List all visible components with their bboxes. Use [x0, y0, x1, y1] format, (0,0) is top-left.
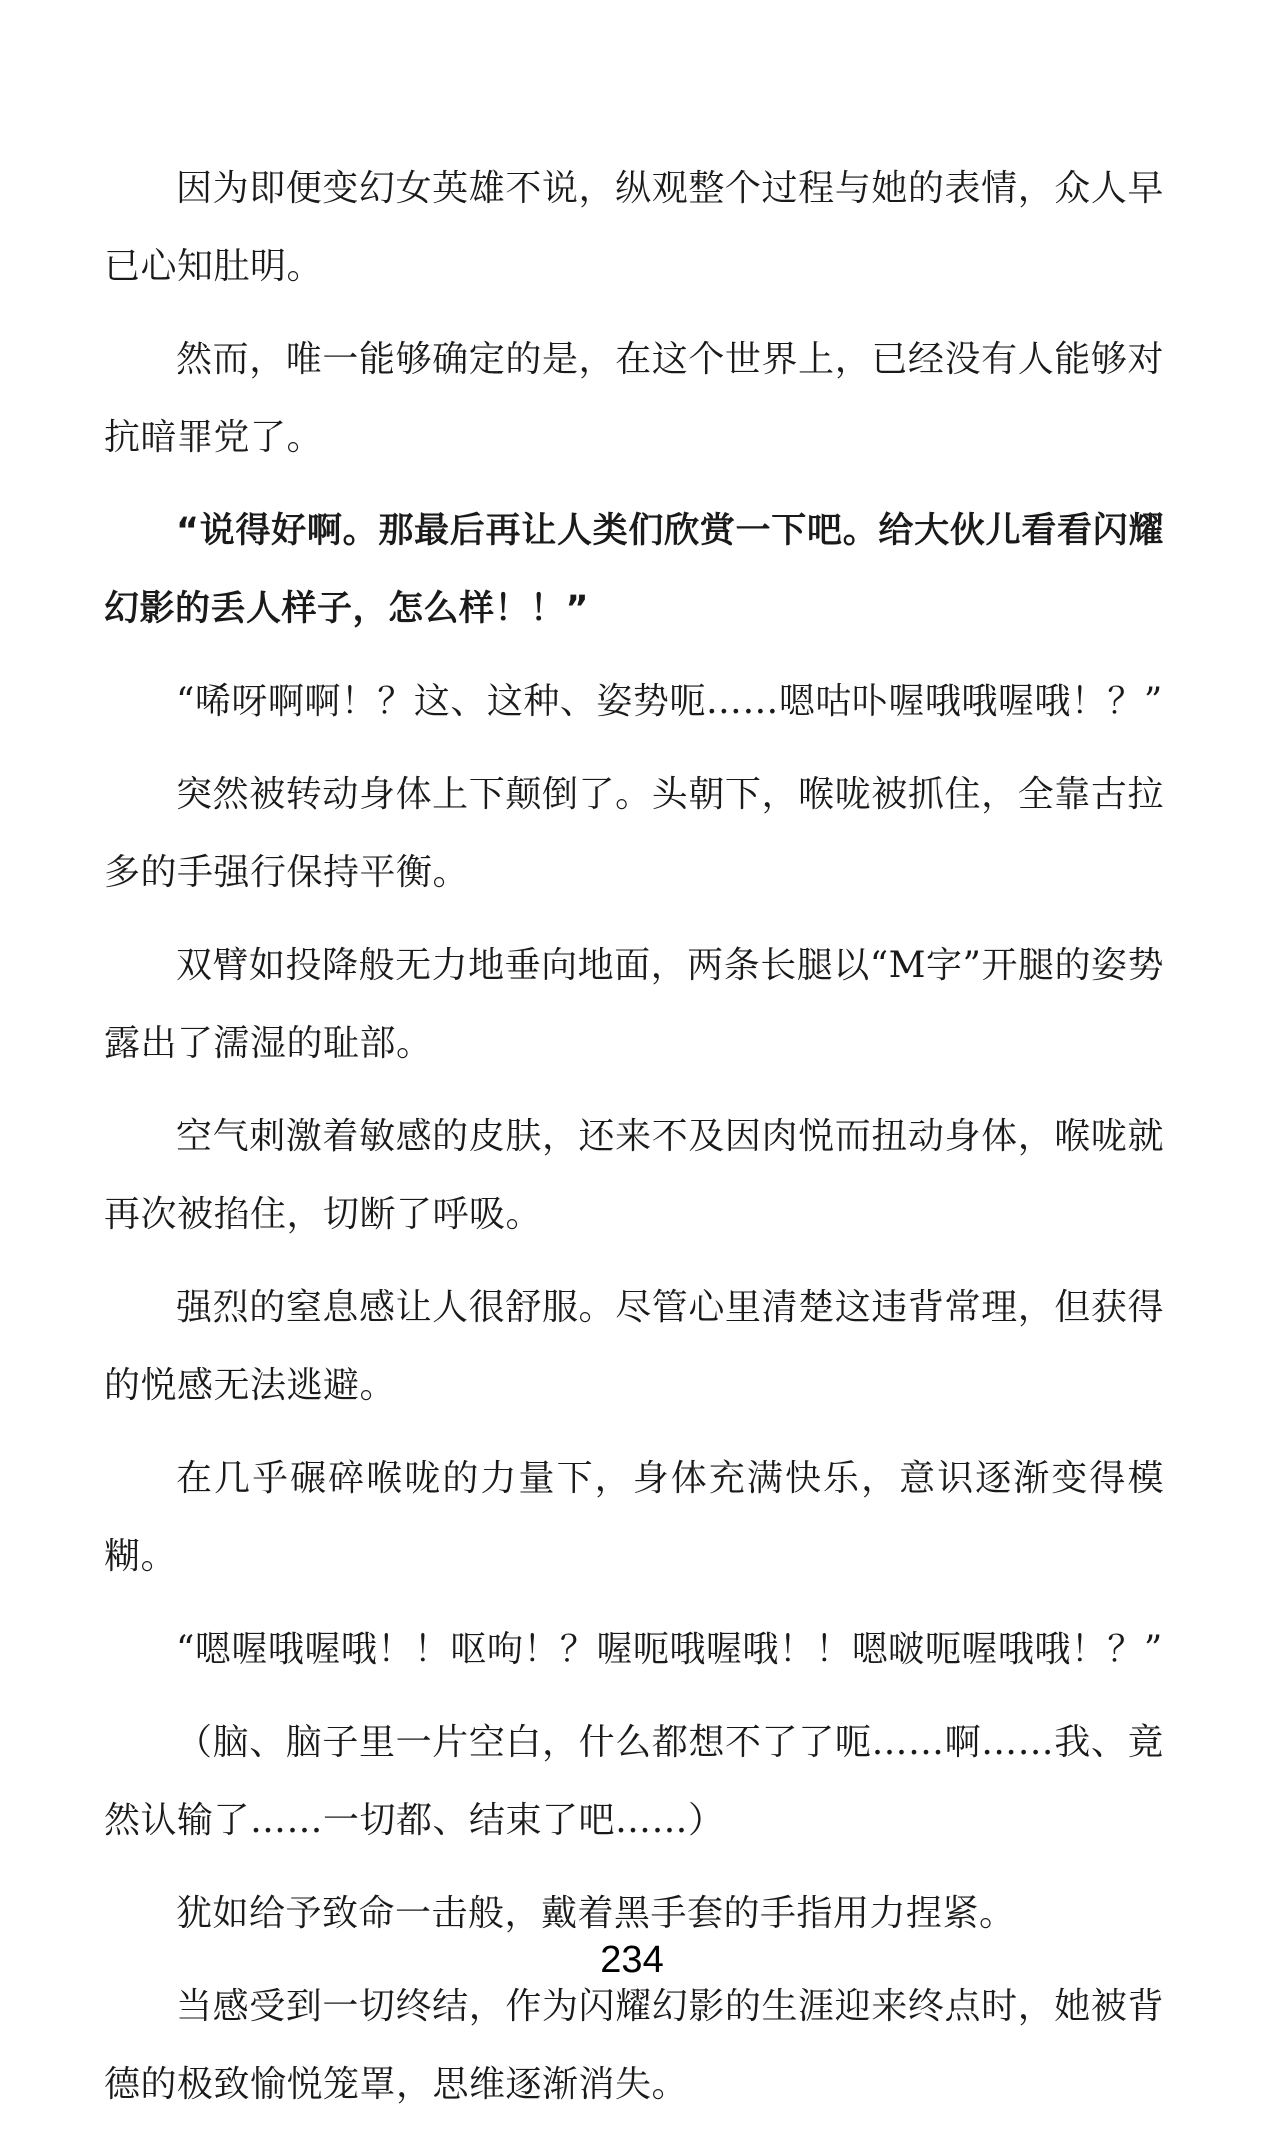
page-number: 234 — [600, 1939, 664, 1981]
paragraph-6: 双臂如投降般无力地垂向地面，两条长腿以“M字”开腿的姿势露出了濡湿的耻部。 — [104, 945, 1164, 1064]
paragraph-1: 因为即便变幻女英雄不说，纵观整个过程与她的表情，众人早已心知肚明。 — [104, 168, 1164, 287]
paragraph-4-dialogue: “唏呀啊啊！？这、这种、姿势呃……嗯咕卟喔哦哦喔哦！？” — [176, 681, 1163, 722]
body-text — [104, 150, 1164, 2139]
paragraph-8: 强烈的窒息感让人很舒服。尽管心里清楚这违背常理，但获得的悦感无法逃避。 — [104, 1287, 1164, 1406]
paragraph-10-dialogue: “嗯喔哦喔哦！！呕呴！？喔呃哦喔哦！！嗯啵呃喔哦哦！？” — [176, 1629, 1163, 1670]
paragraph-13: 当感受到一切终结，作为闪耀幻影的生涯迎来终点时，她被背德的极致愉悦笼罩，思维逐渐消失。 — [104, 1986, 1164, 2105]
paragraph-2: 然而，唯一能够确定的是，在这个世界上，已经没有人能够对抗暗罪党了。 — [104, 339, 1164, 458]
paragraph-11-thought: （脑、脑子里一片空白，什么都想不了了呃……啊……我、竟然认输了……一切都、结束了吧……） — [104, 1722, 1164, 1841]
paragraph-7: 空气刺激着敏感的皮肤，还来不及因肉悦而扭动身体，喉咙就再次被掐住，切断了呼吸。 — [104, 1116, 1164, 1235]
paragraph-5: 突然被转动身体上下颠倒了。头朝下，喉咙被抓住，全靠古拉多的手强行保持平衡。 — [104, 774, 1164, 893]
paragraph-3-dialogue-bold: “说得好啊。那最后再让人类们欣赏一下吧。给大伙儿看看闪耀幻影的丢人样子，怎么样！！” — [104, 511, 1164, 629]
paragraph-12: 犹如给予致命一击般，戴着黑手套的手指用力捏紧。 — [176, 1893, 1016, 1934]
paragraph-9: 在几乎碾碎喉咙的力量下，身体充满快乐，意识逐渐变得模糊。 — [104, 1458, 1164, 1577]
